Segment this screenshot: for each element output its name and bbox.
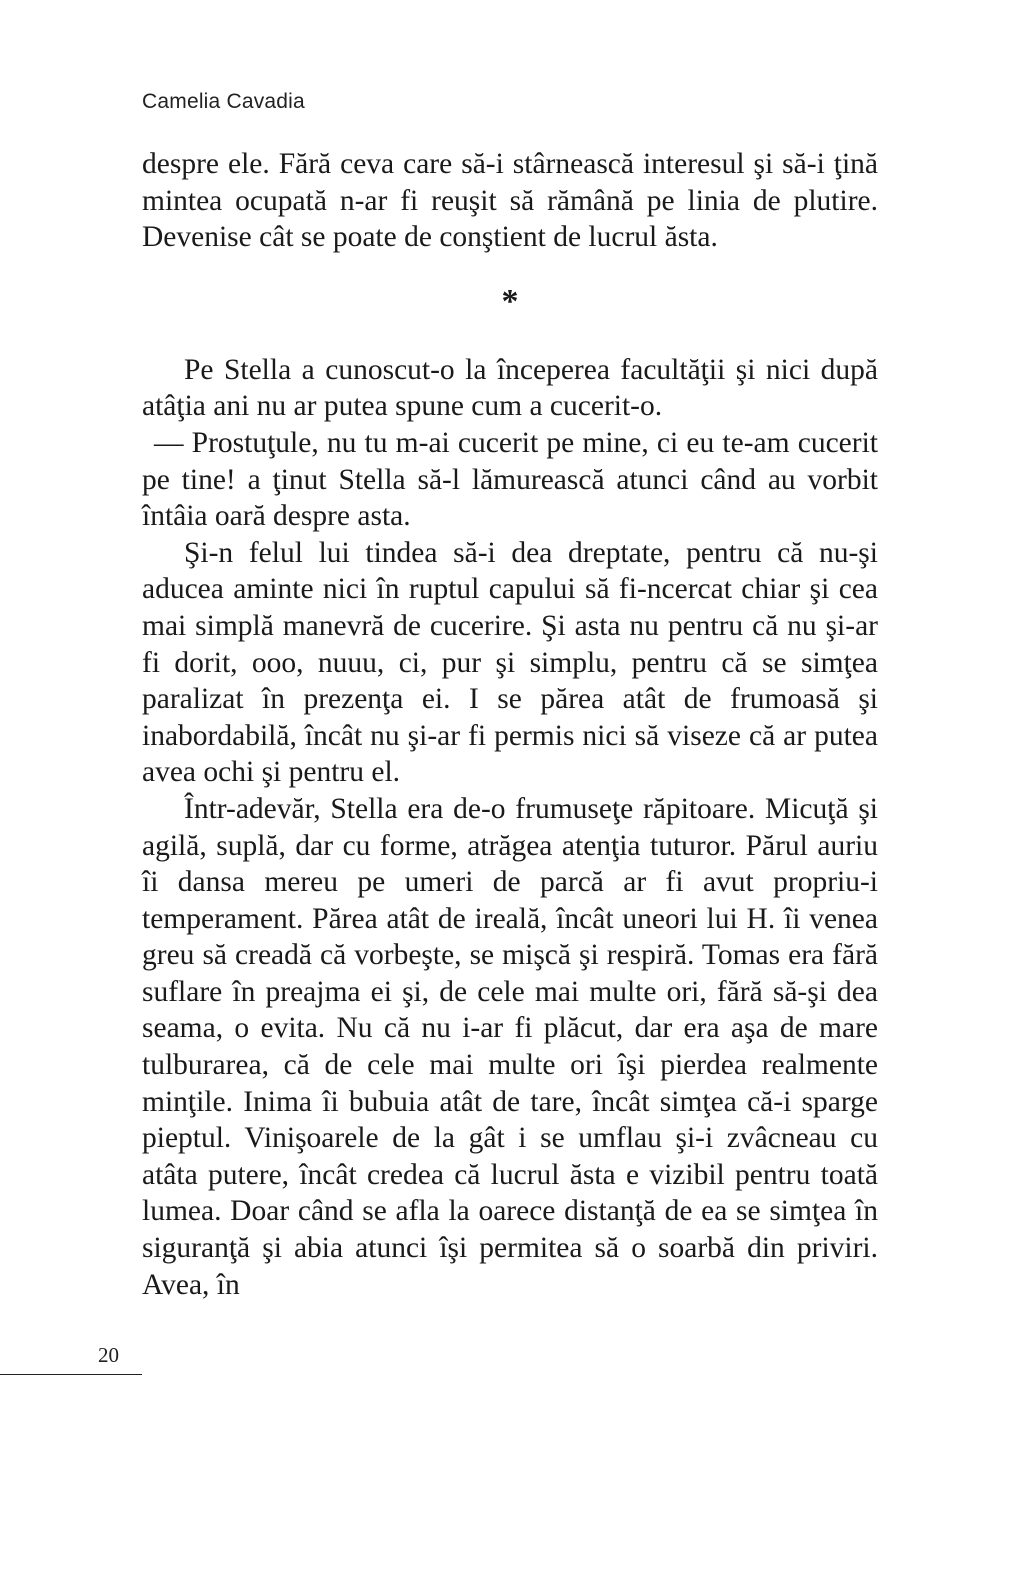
paragraph-continued: despre ele. Fără ceva care să-i stârnească interesul şi să-i ţină mintea ocupată n-ar fi reuşit să rămână pe linia de plutire. Devenise cât se poate de conştient de lucrul ăsta. — [142, 148, 878, 254]
running-header: Camelia Cavadia — [142, 90, 305, 113]
paragraph: Pe Stella a cunoscut-o la începerea facultăţii şi nici după atâţia ani nu ar putea spune cum a cucerit-o. — [142, 353, 878, 423]
footer-rule — [0, 1374, 142, 1375]
paragraph: Şi-n felul lui tindea să-i dea dreptate, pentru că nu-şi aducea aminte nici în ruptul capului să fi-ncercat chiar şi cea mai simplă manevră de cucerire. Şi asta nu pentru că nu şi-ar fi dorit, ooo, nuuu, ci, pur şi simplu, pentru că se simţea paralizat în prezenţa ei. I se părea atât de frumoasă şi inabordabilă, încât nu şi-ar fi permis nici să viseze că ar putea avea ochi şi pentru el. — [142, 536, 878, 789]
paragraph: Într-adevăr, Stella era de-o frumuseţe răpitoare. Micuţă şi agilă, suplă, dar cu forme, atrăgea atenţia tuturor. Părul auriu îi dansa mereu pe umeri de parcă ar fi avut propriu-i temperament. Părea atât de ireală, încât uneori lui H. îi venea greu să creadă că vorbeşte, se mişcă şi respiră. Tomas era fără suflare în preajma ei şi, de cele mai multe ori, fără să-şi dea seama, o evita. Nu că nu i-ar fi plăcut, dar era aşa de mare tulburarea, că de cele mai multe ori îşi pierdea realmente minţile. Inima îi bubuia atât de tare, încât simţea că-i sparge pieptul. Vinişoarele de la gât i se umflau şi-i zvâcneau cu atâta putere, încât credea că lucrul ăsta e vizibil pentru toată lumea. Doar când se afla la oarece distanţă de ea se simţea în siguranţă şi abia atunci îşi permitea să o soarbă din priviri. Avea, în — [142, 792, 878, 1301]
page-body — [142, 146, 878, 1303]
page-number: 20 — [98, 1343, 119, 1367]
dialogue-paragraph: — Prostuţule, nu tu m-ai cucerit pe mine, ci eu te-am cucerit pe tine! a ţinut Stella să-l lămurească atunci când au vorbit întâia oară despre asta. — [142, 426, 878, 533]
section-separator: * — [501, 282, 519, 320]
